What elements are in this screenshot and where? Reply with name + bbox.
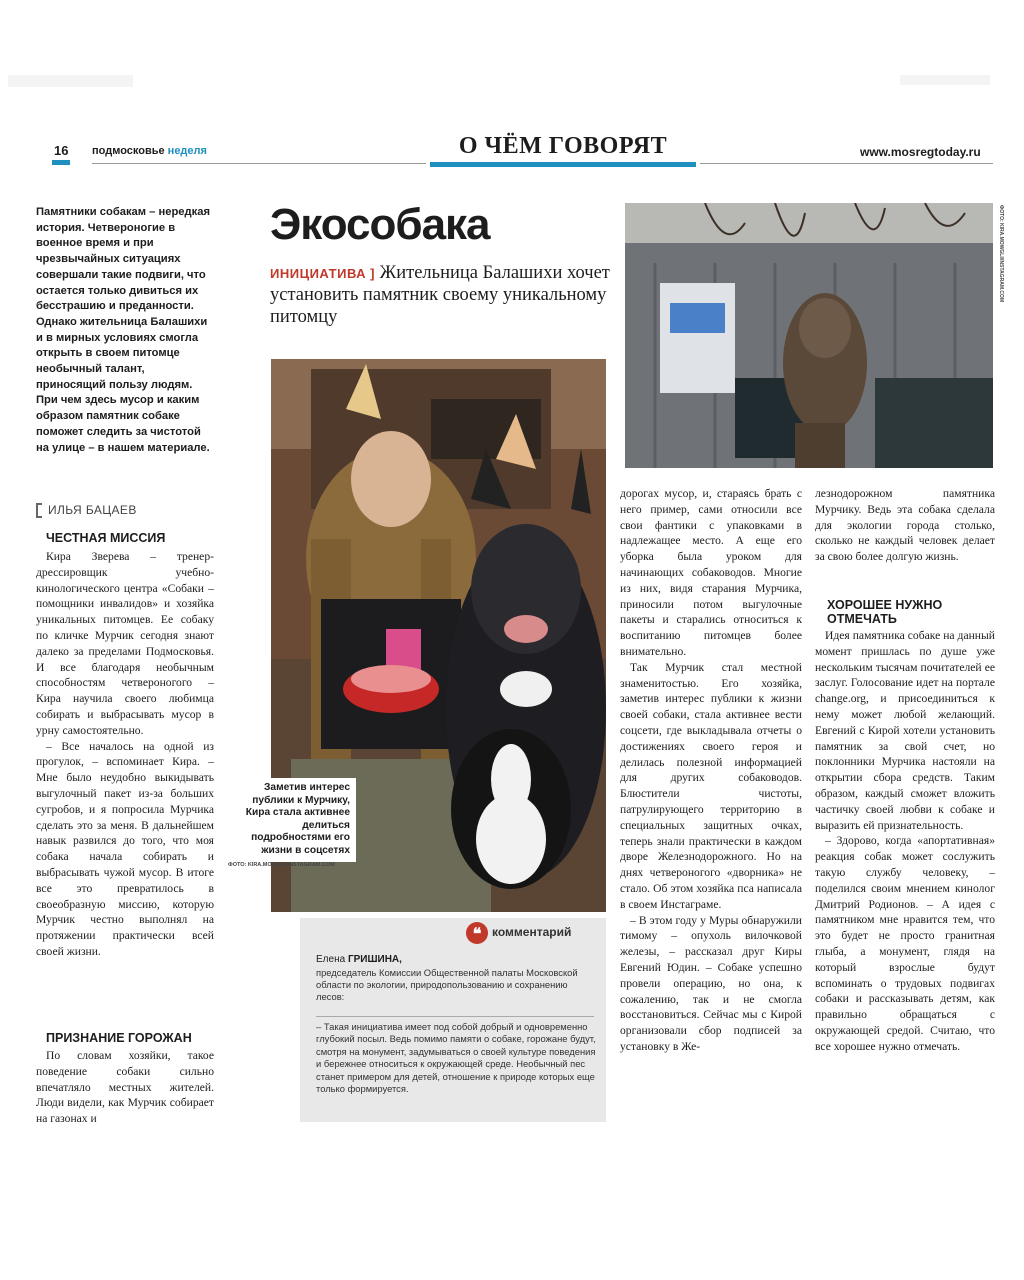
paragraph: дорогах мусор, и, стараясь брать с него пример, сами относили все свои фантики с упаковками в надлежащее место. А еще его уборка была уроком для начинающих собаководов. Многие из них, видя старания Мурчика, приносили потом выгулочные пакеты и старались относиться к воспитанию питомцев более внимательно.	[620, 487, 802, 658]
header-rule-right	[700, 163, 993, 164]
section-title: О ЧЁМ ГОВОРЯТ	[458, 133, 668, 159]
photo-top-credit-text: ФОТО: KIRA.MOWGLI/INSTAGRAM.COM	[998, 205, 1004, 303]
subhead-mission: ЧЕСТНАЯ МИССИЯ	[46, 531, 166, 545]
commentator-last-name: ГРИШИНА,	[347, 954, 402, 965]
brand-part2: неделя	[167, 145, 207, 157]
column-4-continued	[815, 628, 995, 1055]
photo-caption: Заметив интерес публики к Мурчику, Кира стала активнее делиться подробностями его жизни в соцсетях	[228, 778, 356, 862]
author-name: ИЛЬЯ БАЦАЕВ	[48, 503, 137, 517]
comment-rule	[316, 1016, 594, 1017]
page-number-bar	[52, 160, 70, 165]
column-3	[620, 486, 802, 1055]
photo-illustration	[625, 203, 993, 468]
author-byline	[36, 501, 216, 521]
column-4	[815, 486, 995, 565]
deck-text: Жительница Балашихи хочет установить памятник своему уникальному питомцу	[270, 263, 610, 327]
paragraph: – Здорово, когда «апортативная» реакция собак может сослужить такую службу человеку, – поделился своим мнением кинолог Дмитрий Родионов. – А идея с памятником мне нравится тем, что это будет не просто гранитная глыба, а монумент, глядя на который взрослые будут вспоминать о трудовых подвигах собаки и рассказывать детям, как правильно обращаться с окружающей средой. Считаю, что все хорошее нужно отмечать.	[815, 834, 995, 1053]
page-number: 16	[54, 143, 69, 158]
column-1-continued	[36, 1048, 214, 1127]
header-rule-left	[92, 163, 426, 164]
comment-text: – Такая инициатива имеет под собой добрый и одновременно глубокий посыл. Ведь помимо памяти о собаке, горожане будут, смотря на монумент, задумываться о своей культуре поведения и бережнее относиться к окружающей среде. Необычный пес станет примером для детей, отношение к природе которых еще только формируется.	[316, 1021, 596, 1095]
paragraph: Кира Зверева – тренер-дрессировщик учебно-кинологического центра «Собаки – помощники инвалидов» и хозяйка уникальных питомцев. Ее собаку по кличке Мурчик сегодня знают далеко за пределами Подмосковья. И все благодаря необычным способностям четвероногого – Кира научила своего любимца собирать и выбрасывать мусор в урну самостоятельно.	[36, 550, 214, 737]
paragraph: Идея памятника собаке на данный момент пришлась по душе уже нескольким тысячам почитателей ее заслуг. Голосование идет на портале change.org, и присоединиться к нему может любой желающий. Евгений с Кирой хотели установить памятник за свой счет, но поклонники Мурчика настояли на открытии сбора средств. Таким образом, каждый сможет вложить частичку своей любви к собаке и выразить ей признательность.	[815, 629, 995, 832]
paragraph: – В этом году у Муры обнаружили тимому – опухоль вилочковой железы, – рассказал друг Киры Евгений Юдин. – Собаке успешно провели операцию, но она, к сожалению, так и не смогла восстановиться. Сейчас мы с Кирой организовали сбор подписей за установку в Же-	[620, 913, 802, 1053]
commentator-role: председатель Комиссии Общественной палаты Московской области по экологии, природопользованию и сохранению лесов:	[316, 967, 578, 1002]
section-title-bar	[430, 162, 696, 167]
commentator-first-name: Елена	[316, 954, 346, 965]
scan-artifact	[900, 75, 990, 85]
photo-top-credit	[995, 205, 1005, 467]
article-lead: Памятники собакам – нередкая история. Четвероногие в военное время и при чрезвычайных ситуациях совершали такие подвиги, что остается только дивиться их бесстрашию и преданности. Однако жительница Балашихи и в мирных условиях смогла открыть в своем питомце необычный талант, приносящий пользу людям. При чем здесь мусор и каким образом памятник собаке поможет следить за чистотой на улице – в нашем материале.	[36, 206, 210, 454]
paragraph: – Все началось на одной из прогулок, – вспоминает Кира. – Мне было неудобно выкидывать выгулочный пакет из-за больших сугробов, и я попросила Мурчика сделать это за меня. В дальнейшем навык развился до того, что моя собака начала собирать и выбрасывать чужой мусор. В итоге все это превратилось в своеобразную миссию, которую Мурчик честно выполнял на протяжении практически всей своей жизни.	[36, 739, 214, 958]
photo-dog-at-trash-bin	[625, 203, 993, 468]
commentator-name	[316, 954, 402, 965]
newspaper-brand	[92, 145, 207, 157]
quote-icon: ❝	[466, 922, 488, 944]
paragraph: лезнодорожном памятника Мурчику. Ведь эта собака сделала для экологии города столько, сколько не каждый человек делает за свою более долгую жизнь.	[815, 487, 995, 564]
comment-label: комментарий	[492, 925, 572, 939]
deck	[270, 262, 610, 328]
kicker: ИНИЦИАТИВА ]	[270, 266, 376, 281]
headline: Экособака	[270, 200, 490, 249]
bracket-mark	[36, 503, 42, 518]
subhead-recognition: ПРИЗНАНИЕ ГОРОЖАН	[46, 1031, 192, 1045]
paragraph: Так Мурчик стал местной знаменитостью. Его хозяйка, заметив интерес публики к жизни своей собаки, стала активнее вести соцсети, где выкладывала отчеты о достижениях своего героя и делилась полезной информацией для других собаководов. Блюстители чистоты, патрулирующего территорию в специальных защитных очках, теперь знали практически в каждом дворе Железнодорожного. Но на днях четвероногого «дворника» не стало. Об этом хозяйка пса написала в своем Инстаграме.	[620, 660, 802, 911]
paragraph: По словам хозяйки, такое поведение собаки сильно впечатляло местных жителей. Люди видели, как Мурчик собирает на газонах и	[36, 1049, 214, 1126]
brand-part1: подмосковье	[92, 145, 165, 157]
photo-credit: ФОТО: KIRA.MOWGLI/INSTAGRAM.COM	[228, 862, 335, 868]
column-1	[36, 549, 214, 960]
scan-artifact	[8, 75, 133, 87]
site-url: www.mosregtoday.ru	[860, 145, 981, 159]
subhead-good: ХОРОШЕЕ НУЖНО ОТМЕЧАТЬ	[827, 598, 943, 626]
